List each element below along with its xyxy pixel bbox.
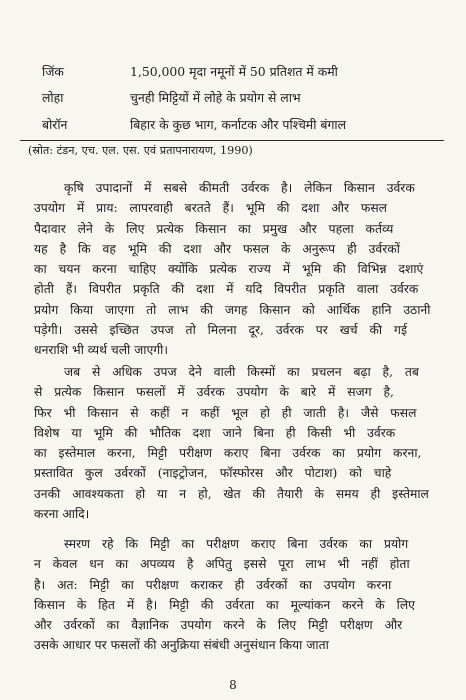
text-line: स्मरण रहे कि मिट्टी का परीक्षण कराए बिना उर्वरक का प्रयोग [64, 537, 409, 551]
page-number: 8 [229, 678, 237, 692]
nutrient-name: जिंक [42, 64, 64, 79]
text-line: न केवल धन का अपव्यय है अपितु इससे पूरा लाभ भी नहीं होता [34, 557, 410, 572]
text-line: करना आदि। [34, 507, 90, 522]
text-line: और उर्वरकों का वैज्ञानिक उपयोग करने के लिए मिट्टी परीक्षण और [34, 618, 403, 633]
text-line: उपयोग में प्राय: लापरवाही बरतते हैं। भूमि की दशा और फसल [34, 201, 388, 216]
nutrient-detail: बिहार के कुछ भाग, कर्नाटक और पश्चिमी बंगाल [130, 117, 347, 132]
text-line: प्रयोग किया जाएगा तो लाभ की जगह किसान को आर्थिक हानि उठानी [34, 302, 431, 317]
table-row [0, 62, 466, 82]
text-line: पड़ेगी। उससे इच्छित उपज तो मिलना दूर, उर्वरक पर खर्च की गई [34, 323, 407, 338]
text-line: कृषि उपादानों में सबसे कीमती उर्वरक है। लेकिन किसान उर्वरक [64, 181, 415, 195]
table-row [0, 88, 466, 108]
text-line: धनराशि भी व्यर्थ चली जाएगी। [34, 343, 169, 358]
paragraph-2 [34, 362, 448, 524]
paragraph-1 [34, 178, 448, 361]
text-line: उसके आधार पर फसलों की अनुक्रिया संबंधी अनुसंधान किया जाता [34, 638, 329, 653]
text-line: जब से अधिक उपज देने वाली किस्मों का प्रचलन बढ़ा है, तब [64, 365, 419, 379]
table-bottom-rule [20, 140, 444, 141]
text-line: का चयन करना चाहिए क्योंकि प्रत्येक राज्य में भूमि की विभिन्न दशाएं [34, 262, 424, 277]
text-line: का इस्तेमाल करना, मिट्टी परीक्षण कराए बिना उर्वरक का प्रयोग करना, [34, 446, 422, 461]
text-line: पैदावार लेने के लिए प्रत्येक किसान का प्रमुख और पहला कर्तव्य [34, 221, 394, 236]
text-line: है। अत: मिट्टी का परीक्षण कराकर ही उर्वरकों का उपयोग करना [34, 577, 392, 592]
nutrient-name: लोहा [42, 90, 64, 105]
text-line: प्रस्तावित कुल उर्वरकों (नाइट्रोजन, फॉस्फोरस और पोटाश) को चाहे [34, 466, 392, 481]
text-line: विशेष या भूमि की भौतिक दशा जाने बिना ही किसी भी उर्वरक [34, 425, 396, 440]
nutrient-detail: चुनही मिट्टियों में लोहे के प्रयोग से लाभ [130, 90, 301, 105]
text-line: यह है कि वह भूमि की दशा और फसल के अनुरूप ही उर्वरकों [34, 241, 400, 256]
text-line: से प्रत्येक किसान फसलों में उर्वरक उपयोग के बारे में सजग है, [34, 385, 394, 400]
nutrient-detail: 1,50,000 मृदा नमूनों में 50 प्रतिशत में कमी [130, 64, 338, 79]
text-line: फिर भी किसान से कहीं न कहीं भूल हो ही जाती है। जैसे फसल [34, 405, 417, 420]
table-row [0, 115, 466, 135]
paragraph-3 [34, 534, 448, 656]
text-line: किसान के हित में है। मिट्टी की उर्वरता का मूल्यांकन करने के लिए [34, 597, 415, 612]
nutrient-name: बोरॉन [42, 117, 68, 132]
text-line: होती हैं। विपरीत प्रकृति की दशा में यदि विपरीत प्रकृति वाला उर्वरक [34, 282, 419, 297]
text-line: उनकी आवश्यकता हो या न हो, खेत की तैयारी के समय ही इस्तेमाल [34, 486, 429, 501]
source-citation: (स्रोत: टंडन, एच. एल. एस. एवं प्रतापनारायण, 1990) [28, 144, 253, 157]
